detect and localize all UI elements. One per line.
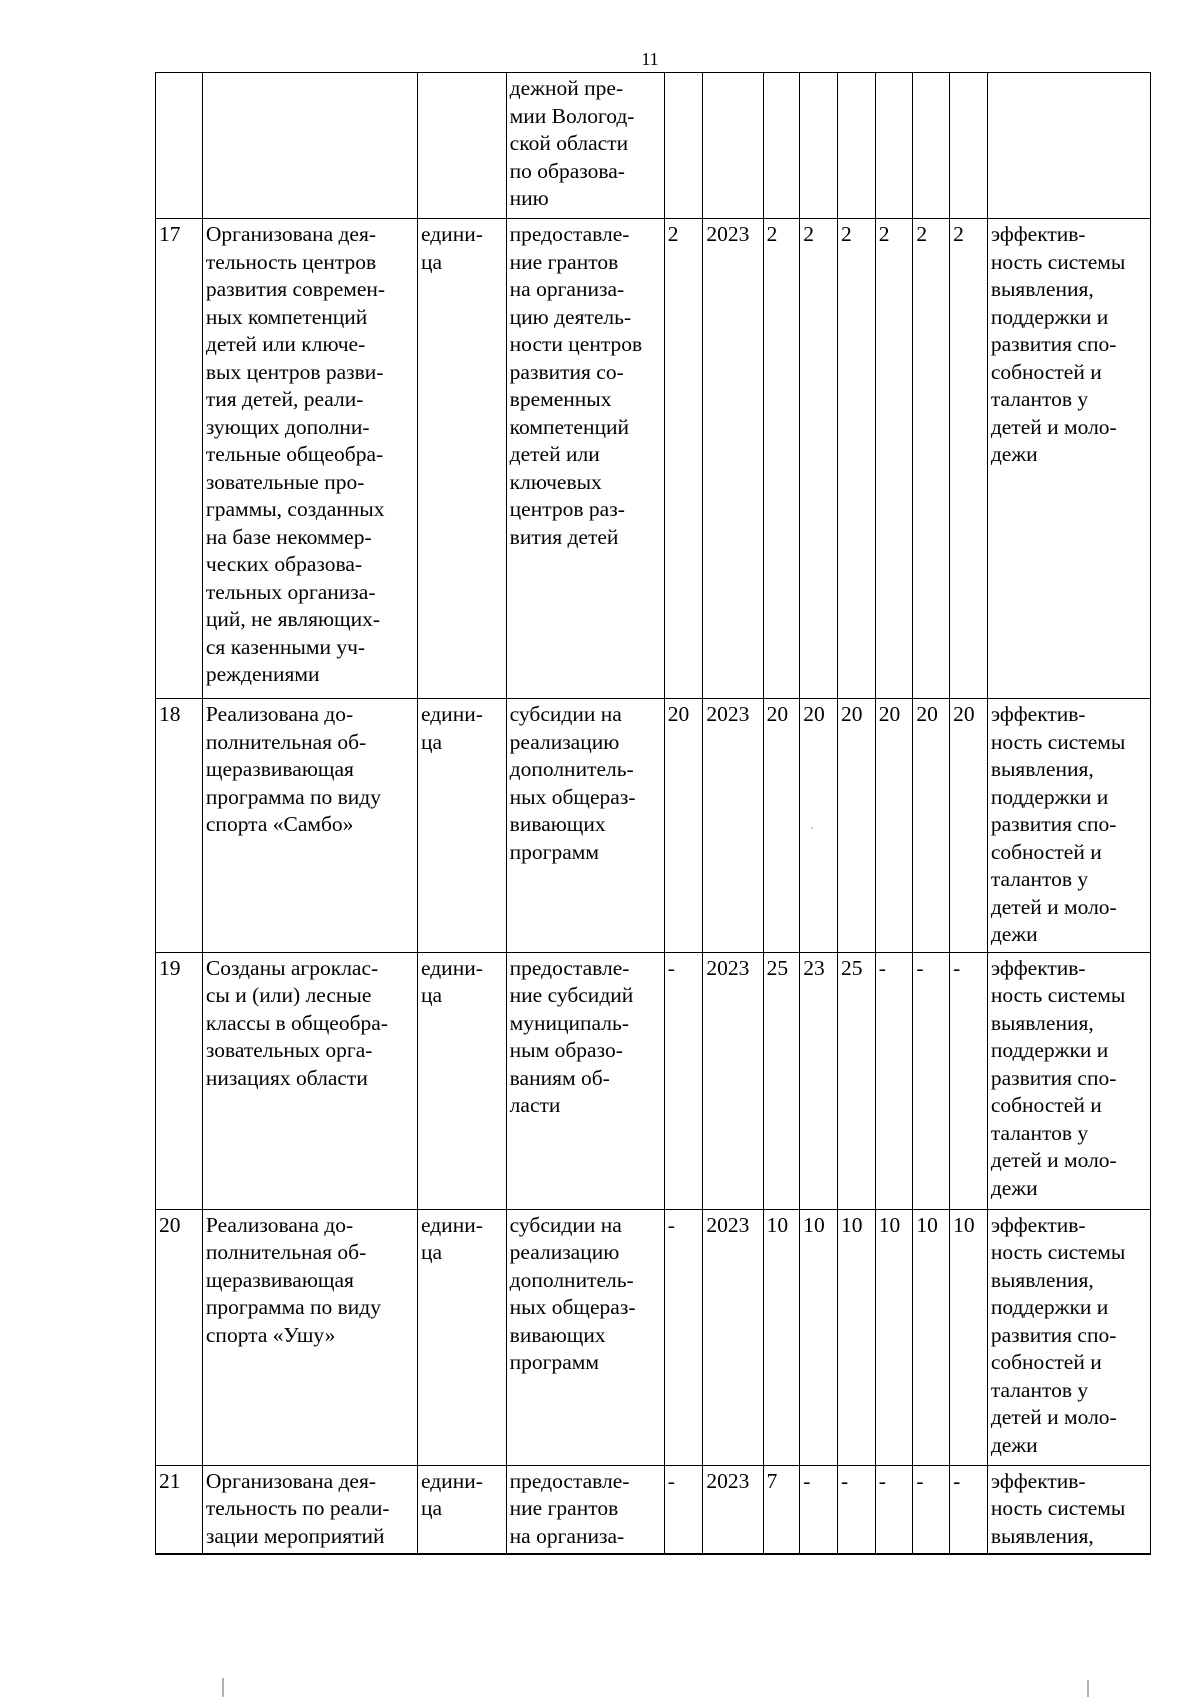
table-row (156, 952, 1151, 1209)
page-number: 11 (641, 49, 659, 69)
value-cell: 23 (800, 952, 838, 1209)
value-cell: - (950, 952, 988, 1209)
value-cell (875, 73, 913, 219)
year-cell: 2023 (703, 1209, 763, 1465)
table-row (156, 219, 1151, 699)
row-number: 18 (156, 699, 203, 953)
unit-cell: едини- ца (417, 219, 506, 699)
value-cell: 2 (763, 219, 800, 699)
value-cell: 7 (763, 1465, 800, 1554)
value-cell: 10 (837, 1209, 875, 1465)
base-value-cell: - (664, 1465, 703, 1554)
value-cell: 2 (800, 219, 838, 699)
row-number: 21 (156, 1465, 203, 1554)
value-cell: - (950, 1465, 988, 1554)
row-number: 20 (156, 1209, 203, 1465)
mechanism-cell: субсидии на реализацию дополнитель- ных общераз- вивающих программ (506, 1209, 664, 1465)
value-cell: - (837, 1465, 875, 1554)
goal-link-cell: эффектив- ность системы выявления, (987, 1465, 1150, 1554)
goal-link-cell: эффектив- ность системы выявления, поддержки и развития спо- собностей и талантов у детей и моло- дежи (987, 1209, 1150, 1465)
base-value-cell: - (664, 1209, 703, 1465)
goal-link-cell: эффектив- ность системы выявления, поддержки и развития спо- собностей и талантов у детей и моло- дежи (987, 699, 1150, 953)
value-cell: 10 (763, 1209, 800, 1465)
value-cell (763, 73, 800, 219)
table-row (156, 1465, 1151, 1554)
base-value-cell: 20 (664, 699, 703, 953)
value-cell: - (913, 952, 950, 1209)
table-row (156, 1209, 1151, 1465)
table-row (156, 73, 1151, 219)
result-cell (202, 73, 417, 219)
value-cell: 2 (837, 219, 875, 699)
value-cell: 20 (875, 699, 913, 953)
value-cell: 25 (837, 952, 875, 1209)
year-cell: 2023 (703, 219, 763, 699)
year-cell: 2023 (703, 699, 763, 953)
goal-link-cell: эффектив- ность системы выявления, поддержки и развития спо- собностей и талантов у детей и моло- дежи (987, 219, 1150, 699)
value-cell: 10 (913, 1209, 950, 1465)
unit-cell: едини- ца (417, 1465, 506, 1554)
value-cell: - (875, 952, 913, 1209)
value-cell (950, 73, 988, 219)
unit-cell: едини- ца (417, 699, 506, 953)
base-value-cell: - (664, 952, 703, 1209)
mechanism-cell: предоставле- ние субсидий муниципаль- ным образо- ваниям об- ласти (506, 952, 664, 1209)
value-cell: 20 (913, 699, 950, 953)
mechanism-cell: предоставле- ние грантов на организа- (506, 1465, 664, 1554)
value-cell: 10 (875, 1209, 913, 1465)
year-cell: 2023 (703, 1465, 763, 1554)
result-cell: Реализована до- полнительная об- щеразвивающая программа по виду спорта «Ушу» (202, 1209, 417, 1465)
value-cell: - (875, 1465, 913, 1554)
value-cell (913, 73, 950, 219)
value-cell: - (800, 1465, 838, 1554)
mechanism-cell: предоставле- ние грантов на организа- цию деятель- ности центров развития со- временных компетенций детей или ключевых центров раз- вития детей (506, 219, 664, 699)
year-cell: 2023 (703, 952, 763, 1209)
value-cell: 25 (763, 952, 800, 1209)
mechanism-cell: субсидии на реализацию дополнитель- ных общераз- вивающих программ (506, 699, 664, 953)
base-value-cell: 2 (664, 219, 703, 699)
row-number: 17 (156, 219, 203, 699)
year-cell (703, 73, 763, 219)
value-cell (837, 73, 875, 219)
value-cell: 2 (950, 219, 988, 699)
value-cell: - (913, 1465, 950, 1554)
goal-link-cell (987, 73, 1150, 219)
result-cell: Организована дея- тельность центров развития современ- ных компетенций детей или ключе- вых центров разви- тия детей, реали- зующих дополни- тельные общеобра- зовательные про- граммы, созданных на базе некоммер- ческих образова- тельных организа- ций, не являющих- ся казенными уч- реждениями (202, 219, 417, 699)
value-cell: 20 (763, 699, 800, 953)
unit-cell (417, 73, 506, 219)
unit-cell: едини- ца (417, 1209, 506, 1465)
value-cell: 2 (875, 219, 913, 699)
result-cell: Реализована до- полнительная об- щеразвивающая программа по виду спорта «Самбо» (202, 699, 417, 953)
value-cell: 20 (800, 699, 838, 953)
result-cell: Созданы агроклас- сы и (или) лесные классы в общеобра- зовательных орга- низациях области (202, 952, 417, 1209)
goal-link-cell: эффектив- ность системы выявления, поддержки и развития спо- собностей и талантов у детей и моло- дежи (987, 952, 1150, 1209)
base-value-cell (664, 73, 703, 219)
value-cell: 2 (913, 219, 950, 699)
unit-cell: едини- ца (417, 952, 506, 1209)
value-cell: 10 (800, 1209, 838, 1465)
row-number: 19 (156, 952, 203, 1209)
value-cell (800, 73, 838, 219)
mechanism-cell: дежной пре- мии Вологод- ской области по образова- нию (506, 73, 664, 219)
indicators-table (155, 72, 1151, 1555)
result-cell: Организована дея- тельность по реали- зации мероприятий (202, 1465, 417, 1554)
value-cell: 20 (950, 699, 988, 953)
value-cell: 20 (837, 699, 875, 953)
value-cell: 10 (950, 1209, 988, 1465)
table-row (156, 699, 1151, 953)
row-number (156, 73, 203, 219)
